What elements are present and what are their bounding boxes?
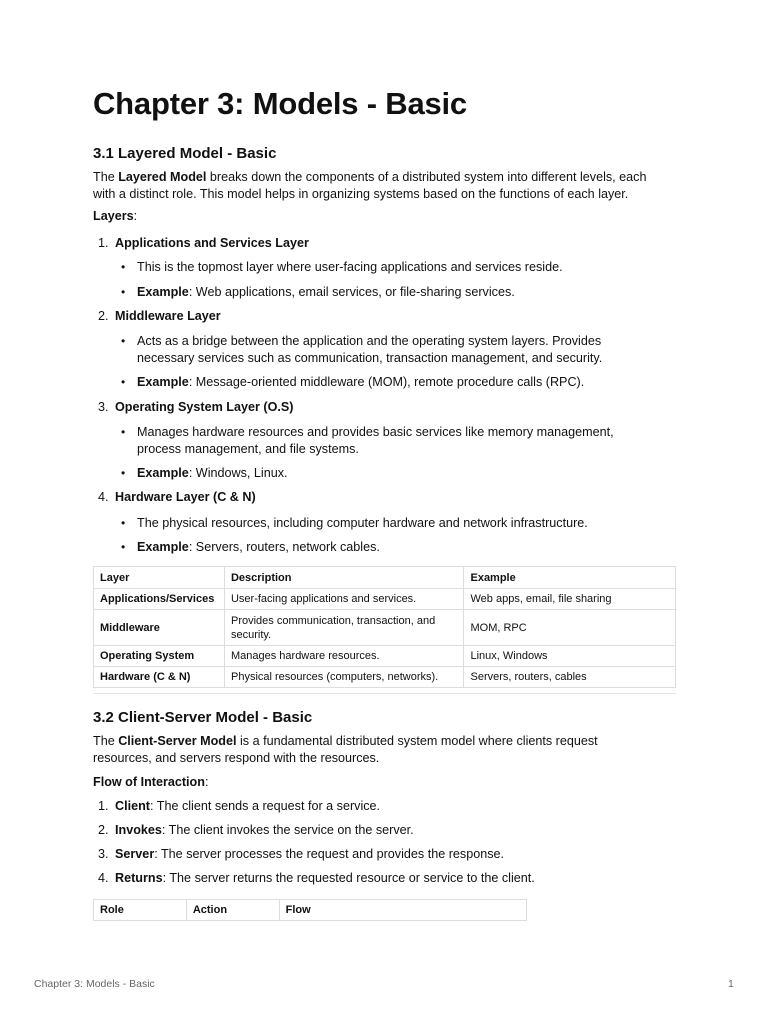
table-cell: Linux, Windows bbox=[464, 646, 676, 667]
table-cell: Web apps, email, file sharing bbox=[464, 589, 676, 610]
table-cell: Middleware bbox=[94, 610, 225, 646]
section-3-2-intro: The Client-Server Model is a fundamental distributed system model where clients request bbox=[93, 734, 598, 748]
layer-bullets bbox=[93, 259, 676, 301]
layer-bullets bbox=[93, 333, 676, 391]
flow-steps-list bbox=[93, 798, 676, 887]
table-header-cell: Role bbox=[94, 900, 187, 921]
layers-table-wrap bbox=[93, 566, 676, 694]
table-cell: Operating System bbox=[94, 646, 225, 667]
table-header-cell: Layer bbox=[94, 567, 225, 589]
section-3-2 bbox=[93, 709, 676, 791]
list-item: 4. Returns: The server returns the requested resource or service to the client. bbox=[98, 871, 535, 885]
list-item: • Example: Web applications, email services, or file-sharing services. bbox=[93, 284, 676, 301]
list-item: • The physical resources, including computer hardware and network infrastructure. bbox=[93, 515, 676, 532]
list-item: 2. Invokes: The client invokes the service on the server. bbox=[98, 823, 414, 837]
layer-item-1 bbox=[93, 235, 676, 301]
layer-item-4 bbox=[93, 489, 676, 556]
list-item: • This is the topmost layer where user-facing applications and services reside. bbox=[93, 259, 676, 276]
table-header-row bbox=[94, 900, 527, 921]
footer-title: Chapter 3: Models - Basic bbox=[34, 978, 155, 990]
chapter-title: Chapter 3: Models - Basic bbox=[93, 86, 467, 121]
flow-label: Flow of Interaction: bbox=[93, 775, 209, 789]
layered-model-term: Layered Model bbox=[118, 170, 207, 184]
list-item: • Example: Servers, routers, network cables. bbox=[93, 539, 676, 556]
layer-bullets bbox=[93, 424, 676, 482]
layer-heading: 2. Middleware Layer bbox=[98, 309, 221, 323]
client-server-model-term: Client-Server Model bbox=[118, 734, 237, 748]
table-row bbox=[94, 610, 676, 646]
list-item: • Example: Message-oriented middleware (MOM), remote procedure calls (RPC). bbox=[93, 374, 676, 391]
section-3-1-intro-line2: with a distinct role. This model helps in organizing systems based on the functions of each layer. bbox=[93, 187, 629, 201]
table-cell: Hardware (C & N) bbox=[94, 667, 225, 688]
section-3-2-heading: 3.2 Client-Server Model - Basic bbox=[93, 709, 313, 726]
section-3-2-intro-line2: resources, and servers respond with the resources. bbox=[93, 751, 380, 765]
role-table bbox=[93, 899, 527, 921]
layer-heading: 4. Hardware Layer (C & N) bbox=[98, 490, 256, 504]
list-item: 1. Client: The client sends a request for a service. bbox=[98, 799, 381, 813]
table-cell: Applications/Services bbox=[94, 589, 225, 610]
table-cell: User-facing applications and services. bbox=[224, 589, 464, 610]
section-3-1 bbox=[93, 145, 676, 225]
role-table-wrap bbox=[93, 899, 676, 921]
table-header-cell: Example bbox=[464, 567, 676, 589]
section-3-1-intro: The Layered Model breaks down the components of a distributed system into different levels, each bbox=[93, 170, 647, 184]
list-item: • Example: Windows, Linux. bbox=[93, 465, 676, 482]
layers-table bbox=[93, 566, 676, 688]
table-divider bbox=[93, 693, 676, 694]
table-cell: MOM, RPC bbox=[464, 610, 676, 646]
layers-label: Layers: bbox=[93, 209, 138, 223]
table-cell: Physical resources (computers, networks). bbox=[224, 667, 464, 688]
layer-heading: 1. Applications and Services Layer bbox=[98, 236, 309, 250]
table-header-row bbox=[94, 567, 676, 589]
table-row bbox=[94, 589, 676, 610]
section-3-1-heading: 3.1 Layered Model - Basic bbox=[93, 145, 277, 162]
table-row bbox=[94, 667, 676, 688]
list-item: • Manages hardware resources and provides basic services like memory management, process management, and file systems. bbox=[93, 424, 676, 458]
list-item: 3. Server: The server processes the request and provides the response. bbox=[98, 847, 505, 861]
table-cell: Servers, routers, cables bbox=[464, 667, 676, 688]
table-cell: Provides communication, transaction, and security. bbox=[224, 610, 464, 646]
layer-item-2 bbox=[93, 308, 676, 391]
table-header-cell: Action bbox=[186, 900, 279, 921]
layer-bullets bbox=[93, 515, 676, 556]
table-header-cell: Description bbox=[224, 567, 464, 589]
table-row bbox=[94, 646, 676, 667]
layer-heading: 3. Operating System Layer (O.S) bbox=[98, 400, 294, 414]
flow-steps bbox=[93, 798, 676, 887]
page-number: 1 bbox=[728, 978, 734, 990]
layer-item-3 bbox=[93, 399, 676, 482]
table-header-cell: Flow bbox=[279, 900, 526, 921]
table-cell: Manages hardware resources. bbox=[224, 646, 464, 667]
list-item: • Acts as a bridge between the application and the operating system layers. Provides necessary services such as communication, transaction management, and security. bbox=[93, 333, 676, 367]
